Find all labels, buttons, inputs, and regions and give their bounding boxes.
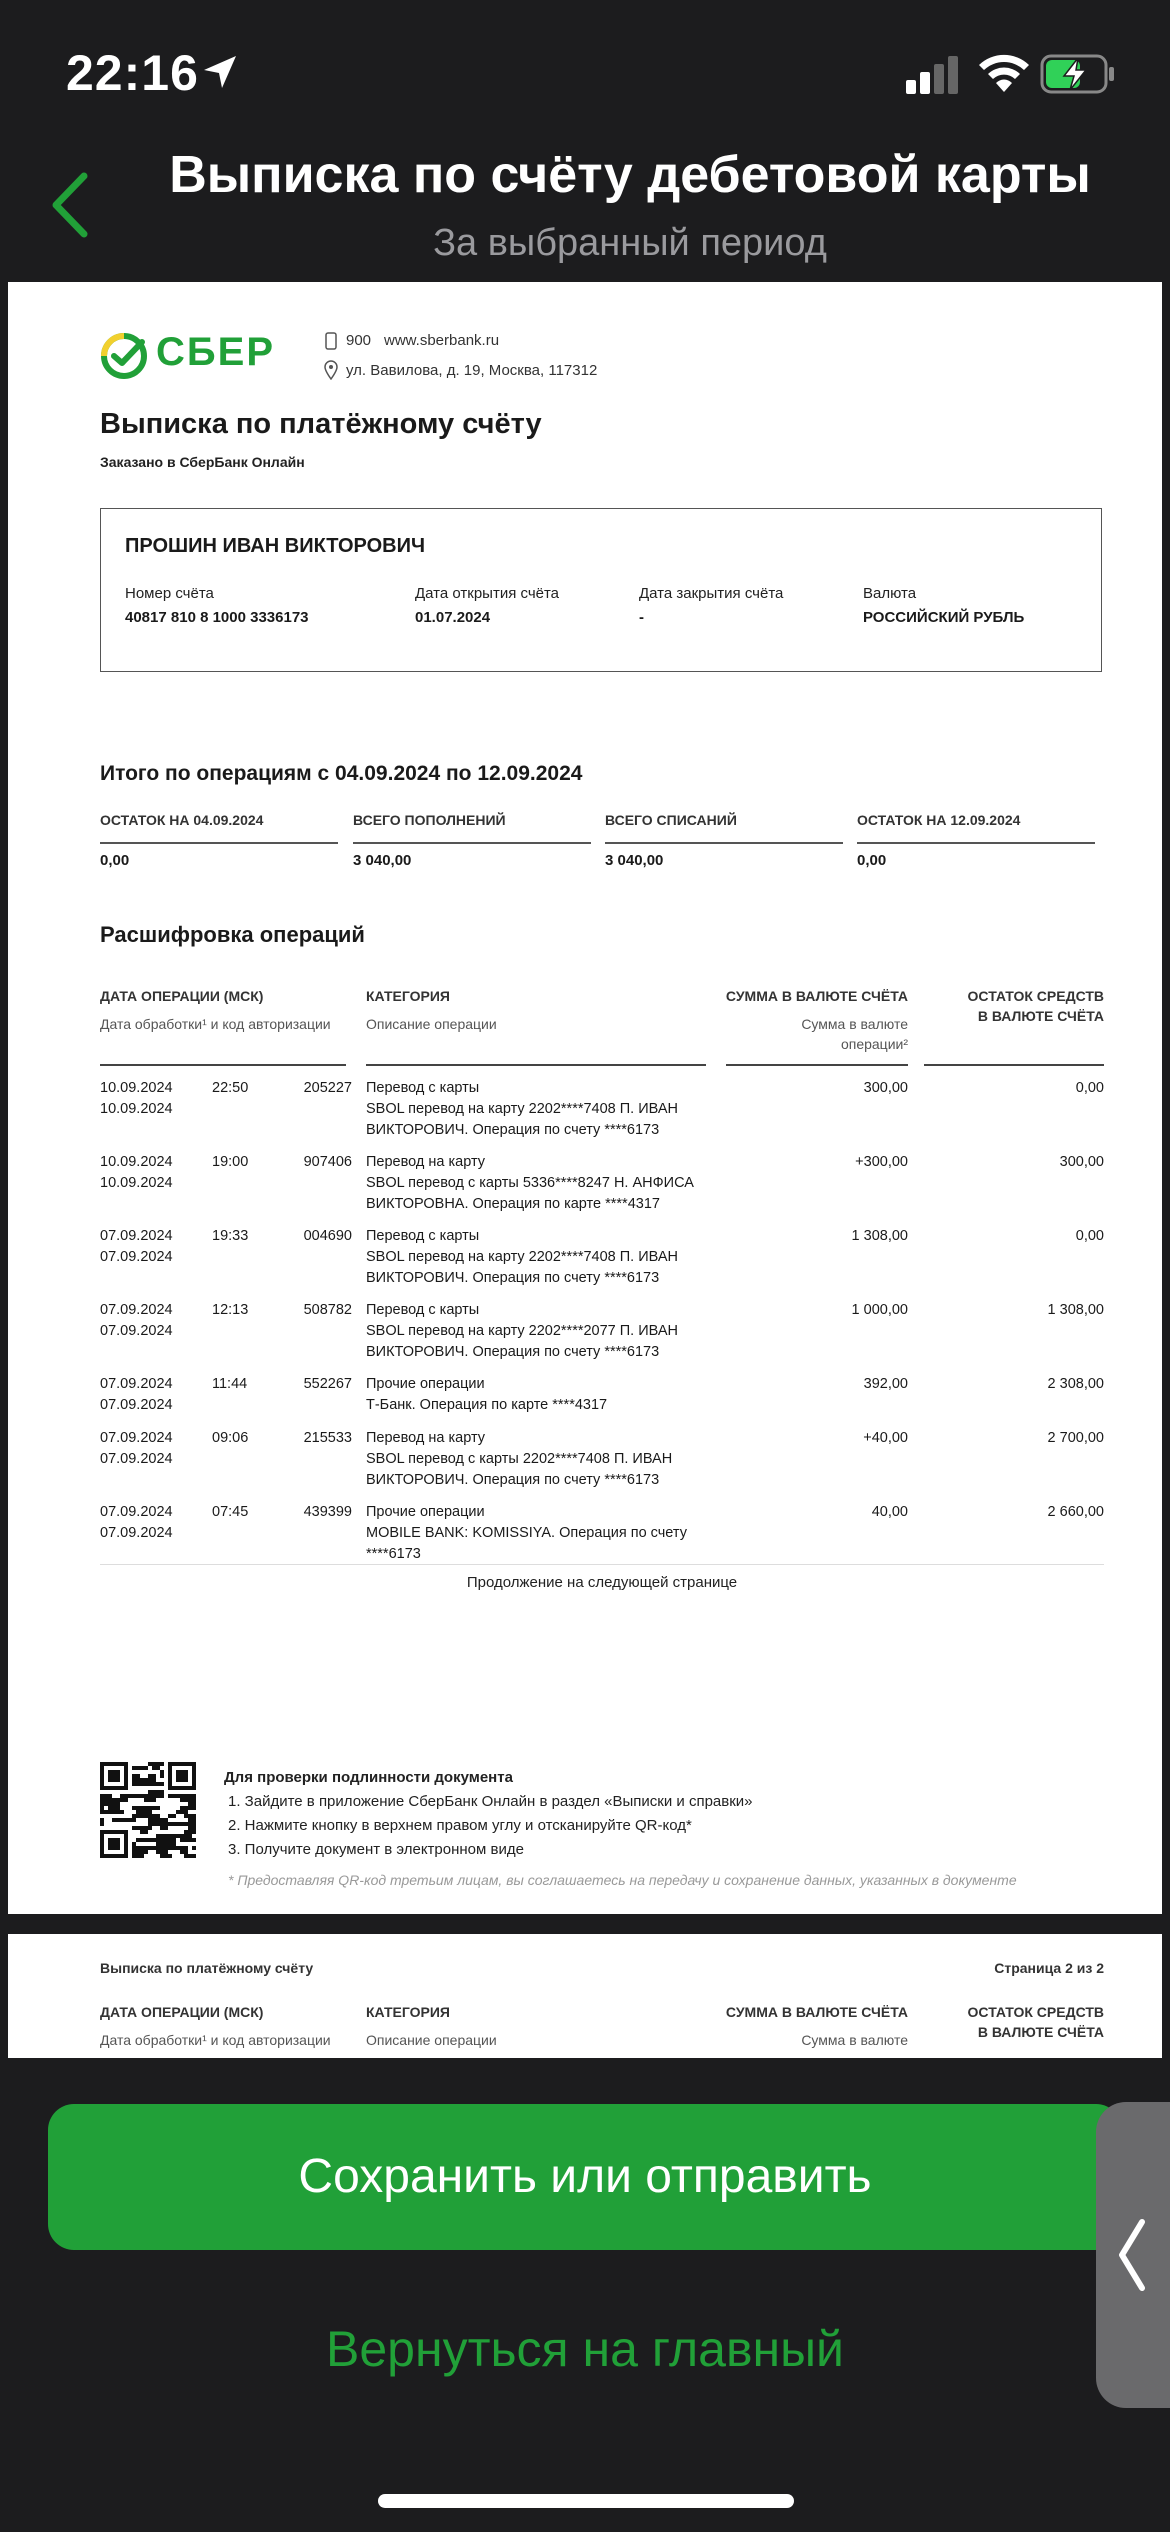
- col-subheader-amount: Сумма в валюте: [801, 1016, 908, 1032]
- statement-document-page-1[interactable]: [8, 282, 1162, 1914]
- op-date: 07.09.2024: [100, 1430, 173, 1446]
- op-description: ВИКТОРОВИЧ. Операция по счету ****6173: [366, 1472, 660, 1488]
- totals-value: 3 040,00: [605, 852, 664, 869]
- col-header-balance: В ВАЛЮТЕ СЧЁТА: [977, 2024, 1104, 2040]
- holder-name: ПРОШИН ИВАН ВИКТОРОВИЧ: [125, 535, 426, 557]
- op-date: 07.09.2024: [100, 1302, 173, 1318]
- op-time: 19:00: [212, 1154, 249, 1170]
- op-description: SBOL перевод с карты 5336****8247 Н. АНФИСА: [366, 1175, 694, 1191]
- op-balance: 300,00: [1059, 1154, 1104, 1170]
- close-date-value: -: [639, 609, 644, 626]
- op-description: ****6173: [366, 1546, 421, 1562]
- ordered-via: Заказано в СберБанк Онлайн: [100, 454, 305, 470]
- op-category: Перевод на карту: [366, 1154, 486, 1170]
- op-amount: 1 000,00: [851, 1302, 908, 1318]
- verify-step: 1. Зайдите в приложение СберБанк Онлайн в раздел «Выписки и справки»: [228, 1793, 753, 1810]
- currency-value: РОССИЙСКИЙ РУБЛЬ: [863, 609, 1025, 626]
- location-arrow-icon: [200, 52, 240, 92]
- account-number-value: 40817 810 8 1000 3336173: [125, 609, 309, 626]
- col-subheader-amount: Сумма в валюте: [801, 2032, 908, 2048]
- op-category: Прочие операции: [366, 1376, 485, 1392]
- cellular-signal-icon: [904, 56, 960, 96]
- save-or-send-button[interactable]: Сохранить или отправить: [48, 2104, 1122, 2250]
- account-number-label: Номер счёта: [125, 585, 214, 602]
- bank-phone: 900: [346, 332, 372, 349]
- col-header-balance: ОСТАТОК СРЕДСТВ: [967, 2004, 1104, 2020]
- open-date-value: 01.07.2024: [415, 609, 491, 626]
- col-header-amount: СУММА В ВАЛЮТЕ СЧЁТА: [725, 988, 908, 1004]
- battery-charging-icon: [1040, 52, 1116, 96]
- page2-heading: Выписка по платёжному счёту: [100, 1960, 314, 1976]
- verify-step: 2. Нажмите кнопку в верхнем правом углу и отсканируйте QR-код*: [228, 1817, 692, 1834]
- op-description: SBOL перевод с карты 2202****7408 П. ИВАН: [366, 1451, 673, 1467]
- op-processed-date: 07.09.2024: [100, 1323, 173, 1339]
- col-subheader-category: Описание операции: [366, 2032, 497, 2048]
- return-home-link[interactable]: Вернуться на главный: [326, 2321, 844, 2377]
- continued-note: Продолжение на следующей странице: [466, 1574, 738, 1591]
- divider: [366, 1064, 706, 1066]
- sber-logo-icon: [100, 332, 148, 380]
- op-time: 07:45: [212, 1504, 249, 1520]
- op-description: SBOL перевод на карту 2202****7408 П. ИВАН: [366, 1249, 678, 1265]
- op-description: SBOL перевод на карту 2202****2077 П. ИВАН: [366, 1323, 678, 1339]
- op-date: 07.09.2024: [100, 1228, 173, 1244]
- divider: [857, 842, 1095, 844]
- statement-document-page-2[interactable]: [8, 1934, 1162, 2058]
- op-auth-code: 439399: [303, 1504, 352, 1520]
- op-description: Т-Банк. Операция по карте ****4317: [366, 1397, 608, 1413]
- op-amount: 392,00: [863, 1376, 908, 1392]
- verify-step: 3. Получите документ в электронном виде: [228, 1841, 524, 1858]
- close-date-label: Дата закрытия счёта: [639, 585, 784, 602]
- col-subheader-amount: операции²: [840, 1036, 908, 1052]
- op-description: SBOL перевод на карту 2202****7408 П. ИВАН: [366, 1101, 678, 1117]
- op-amount: 300,00: [863, 1080, 908, 1096]
- op-description: ВИКТОРОВИЧ. Операция по счету ****6173: [366, 1122, 660, 1138]
- op-balance: 1 308,00: [1047, 1302, 1104, 1318]
- totals-label: ВСЕГО ПОПОЛНЕНИЙ: [353, 812, 506, 828]
- op-processed-date: 07.09.2024: [100, 1525, 173, 1541]
- verify-instructions: [224, 1766, 753, 1862]
- col-subheader-date: Дата обработки¹ и код авторизации: [100, 2032, 331, 2048]
- wifi-icon: [976, 52, 1032, 96]
- bank-address: ул. Вавилова, д. 19, Москва, 117312: [346, 362, 598, 379]
- totals-label: ВСЕГО СПИСАНИЙ: [605, 812, 737, 828]
- status-time: 22:16: [66, 45, 199, 101]
- op-description: MOBILE BANK: KOMISSIYA. Операция по счету: [366, 1525, 687, 1541]
- op-time: 11:44: [212, 1376, 248, 1392]
- totals-label: ОСТАТОК НА 12.09.2024: [857, 812, 1021, 828]
- chevron-left-icon: [1116, 2218, 1148, 2292]
- status-bar: [0, 0, 1170, 140]
- qr-code[interactable]: [100, 1762, 196, 1858]
- divider: [726, 1064, 908, 1066]
- op-time: 19:33: [212, 1228, 249, 1244]
- op-description: ВИКТОРОВНА. Операция по карте ****4317: [366, 1196, 660, 1212]
- totals-label: ОСТАТОК НА 04.09.2024: [100, 812, 264, 828]
- op-balance: 0,00: [1075, 1080, 1104, 1096]
- op-amount: 1 308,00: [851, 1228, 908, 1244]
- op-processed-date: 10.09.2024: [100, 1101, 173, 1117]
- op-balance: 0,00: [1075, 1228, 1104, 1244]
- col-header-date: ДАТА ОПЕРАЦИИ (МСК): [100, 988, 264, 1004]
- op-auth-code: 508782: [303, 1302, 352, 1318]
- col-subheader-date: Дата обработки¹ и код авторизации: [100, 1016, 331, 1032]
- op-amount: +300,00: [855, 1154, 908, 1170]
- op-date: 07.09.2024: [100, 1376, 173, 1392]
- op-date: 10.09.2024: [100, 1154, 173, 1170]
- op-time: 22:50: [212, 1080, 249, 1096]
- screen-title: Выписка по счёту дебетовой карты: [169, 146, 1091, 204]
- op-amount: 40,00: [871, 1504, 908, 1520]
- op-description: ВИКТОРОВИЧ. Операция по счету ****6173: [366, 1270, 660, 1286]
- op-category: Перевод с карты: [366, 1302, 480, 1318]
- divider: [100, 1564, 1104, 1565]
- op-time: 09:06: [212, 1430, 249, 1446]
- sber-logo-text: СБЕР: [156, 330, 275, 374]
- op-processed-date: 07.09.2024: [100, 1249, 173, 1265]
- op-auth-code: 004690: [303, 1228, 352, 1244]
- verify-title: Для проверки подлинности документа: [224, 1769, 513, 1786]
- col-header-category: КАТЕГОРИЯ: [366, 2004, 450, 2020]
- page-number: Страница 2 из 2: [994, 1960, 1104, 1976]
- col-header-balance: ОСТАТОК СРЕДСТВ: [967, 988, 1104, 1004]
- divider: [605, 842, 843, 844]
- op-category: Перевод с карты: [366, 1080, 480, 1096]
- op-category: Прочие операции: [366, 1504, 485, 1520]
- currency-label: Валюта: [863, 585, 917, 602]
- divider: [924, 1064, 1104, 1066]
- op-date: 07.09.2024: [100, 1504, 173, 1520]
- document-heading: Выписка по платёжному счёту: [100, 408, 542, 440]
- op-category: Перевод с карты: [366, 1228, 480, 1244]
- col-header-balance: В ВАЛЮТЕ СЧЁТА: [977, 1008, 1104, 1024]
- op-auth-code: 552267: [303, 1376, 352, 1392]
- divider: [100, 842, 338, 844]
- col-header-amount: СУММА В ВАЛЮТЕ СЧЁТА: [725, 2004, 908, 2020]
- totals-value: 0,00: [857, 852, 887, 869]
- op-time: 12:13: [212, 1302, 249, 1318]
- account-holder-box: [100, 508, 1102, 672]
- op-auth-code: 205227: [303, 1080, 352, 1096]
- op-processed-date: 10.09.2024: [100, 1175, 173, 1191]
- op-category: Перевод на карту: [366, 1430, 486, 1446]
- op-balance: 2 700,00: [1047, 1430, 1104, 1446]
- divider: [353, 842, 591, 844]
- operations-title: Расшифровка операций: [100, 922, 365, 947]
- totals-value: 3 040,00: [353, 852, 412, 869]
- totals-value: 0,00: [100, 852, 130, 869]
- bank-website: www.sberbank.ru: [384, 332, 500, 349]
- back-chevron-icon[interactable]: [46, 170, 96, 240]
- location-pin-icon: [324, 360, 338, 380]
- open-date-label: Дата открытия счёта: [415, 585, 560, 602]
- op-balance: 2 660,00: [1047, 1504, 1104, 1520]
- op-auth-code: 215533: [303, 1430, 352, 1446]
- phone-icon: [324, 332, 338, 350]
- op-balance: 2 308,00: [1047, 1376, 1104, 1392]
- op-amount: +40,00: [863, 1430, 908, 1446]
- qr-disclaimer: * Предоставляя QR-код третьим лицам, вы соглашаетесь на передачу и сохранение данных, указанных в документе: [228, 1872, 1017, 1888]
- op-description: ВИКТОРОВИЧ. Операция по счету ****6173: [366, 1344, 660, 1360]
- col-header-category: КАТЕГОРИЯ: [366, 988, 450, 1004]
- home-indicator[interactable]: [378, 2494, 794, 2508]
- op-auth-code: 907406: [303, 1154, 352, 1170]
- screen-subtitle: За выбранный период: [433, 222, 827, 264]
- col-header-date: ДАТА ОПЕРАЦИИ (МСК): [100, 2004, 264, 2020]
- op-processed-date: 07.09.2024: [100, 1451, 173, 1467]
- divider: [100, 1064, 346, 1066]
- totals-title: Итого по операциям с 04.09.2024 по 12.09.2024: [100, 762, 583, 785]
- col-subheader-category: Описание операции: [366, 1016, 497, 1032]
- op-processed-date: 07.09.2024: [100, 1397, 173, 1413]
- op-date: 10.09.2024: [100, 1080, 173, 1096]
